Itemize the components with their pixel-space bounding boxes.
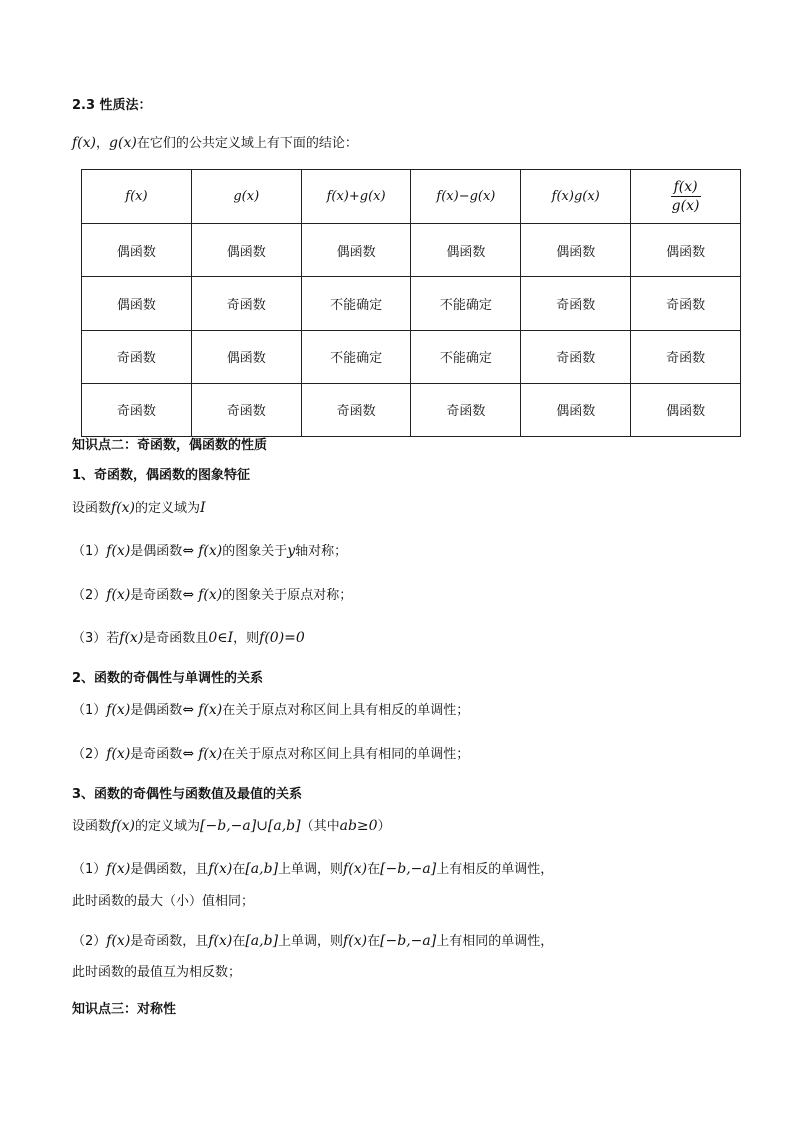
text: 在关于原点对称区间上具有相同的单调性； xyxy=(222,747,470,762)
math-result: f(0)=0 xyxy=(259,630,305,646)
text: 是奇函数，且 xyxy=(130,934,209,949)
text: 是奇函数且 xyxy=(143,631,209,646)
section-heading-2-3: 2.3 性质法： xyxy=(72,98,152,113)
text: 上有相反的单调性， xyxy=(436,862,554,877)
math-f: f(x) xyxy=(111,818,136,834)
item-number: （2） xyxy=(72,747,107,762)
fraction-numerator: f(x) xyxy=(671,179,701,197)
table-cell: 偶函数 xyxy=(411,224,521,277)
iff-arrow: ⇔ xyxy=(182,543,195,559)
fraction-denominator: g(x) xyxy=(671,198,700,215)
section-1-title: 1、奇函数，偶函数的图象特征 xyxy=(72,468,251,483)
header-cell: f(x)+g(x) xyxy=(301,170,411,224)
section-1-item-1 xyxy=(72,541,347,562)
section-3-item-1-continued: 此时函数的最大（小）值相同； xyxy=(72,894,255,909)
table-cell: 奇函数 xyxy=(301,383,411,436)
text: 上单调，则 xyxy=(278,862,344,877)
table-cell: 偶函数 xyxy=(82,224,192,277)
math-interval: [−b,−a] xyxy=(380,933,437,949)
math-f: f(x) xyxy=(343,861,368,877)
math-f: f(x) xyxy=(106,702,131,718)
text: 是奇函数 xyxy=(130,747,183,762)
table-cell: 奇函数 xyxy=(82,330,192,383)
table-cell: 偶函数 xyxy=(631,224,741,277)
text: 的定义域为 xyxy=(135,501,201,516)
header-cell-fraction xyxy=(631,170,741,224)
iff-arrow: ⇔ xyxy=(182,587,195,603)
text: 上单调，则 xyxy=(278,934,344,949)
knowledge-point-2-heading: 知识点二：奇函数，偶函数的性质 xyxy=(72,438,268,453)
item-number: （2） xyxy=(72,588,107,603)
section-1-intro xyxy=(72,498,206,519)
math-f: f(x) xyxy=(106,861,131,877)
text: ，则 xyxy=(233,631,260,646)
table-cell: 不能确定 xyxy=(411,330,521,383)
text: 设函数 xyxy=(72,501,112,516)
math-f: f(x) xyxy=(106,933,131,949)
text: 的图象关于原点对称； xyxy=(222,588,353,603)
math-f: f(x) xyxy=(208,933,233,949)
table-cell: 不能确定 xyxy=(301,330,411,383)
table-cell: 偶函数 xyxy=(191,330,301,383)
table-cell: 偶函数 xyxy=(82,277,192,330)
header-cell: f(x)g(x) xyxy=(521,170,631,224)
item-number: （3）若 xyxy=(72,631,120,646)
table-cell: 奇函数 xyxy=(631,330,741,383)
text: 上有相同的单调性， xyxy=(436,934,554,949)
header-cell: f(x) xyxy=(82,170,192,224)
intro-line xyxy=(72,133,358,154)
intro-text: 在它们的公共定义域上有下面的结论： xyxy=(136,136,358,151)
item-number: （1） xyxy=(72,703,107,718)
math-condition: 0∈I xyxy=(208,630,234,646)
text: 是偶函数 xyxy=(130,544,183,559)
section-3-item-2-continued: 此时函数的最值互为相反数； xyxy=(72,965,242,980)
math-f: f(x) xyxy=(198,702,223,718)
text: 的图象关于 xyxy=(222,544,288,559)
table-cell: 奇函数 xyxy=(411,383,521,436)
table-cell: 奇函数 xyxy=(191,383,301,436)
table-cell: 奇函数 xyxy=(191,277,301,330)
table-cell: 奇函数 xyxy=(82,383,192,436)
section-1-item-2 xyxy=(72,585,352,606)
table-row xyxy=(82,224,741,277)
math-f: f(x) xyxy=(343,933,368,949)
table-cell: 不能确定 xyxy=(301,277,411,330)
table-header-row xyxy=(82,170,741,224)
section-2-title: 2、函数的奇偶性与单调性的关系 xyxy=(72,671,264,686)
math-f: f(x) xyxy=(72,135,97,151)
table-cell: 不能确定 xyxy=(411,277,521,330)
math-f: f(x) xyxy=(198,746,223,762)
math-interval: [−b,−a] xyxy=(380,861,437,877)
text: 在关于原点对称区间上具有相反的单调性； xyxy=(222,703,470,718)
table-cell: 偶函数 xyxy=(521,224,631,277)
math-interval: [a,b] xyxy=(245,861,279,877)
text: ） xyxy=(377,819,391,834)
section-2-item-2 xyxy=(72,744,469,765)
table-row xyxy=(82,330,741,383)
section-1-item-3 xyxy=(72,628,305,649)
text: 的定义域为 xyxy=(135,819,201,834)
text: 是奇函数 xyxy=(130,588,183,603)
table-cell: 偶函数 xyxy=(301,224,411,277)
text: （其中 xyxy=(300,819,340,834)
math-interval: [a,b] xyxy=(245,933,279,949)
table-cell: 奇函数 xyxy=(521,277,631,330)
math-I: I xyxy=(200,500,206,516)
item-number: （1） xyxy=(72,544,107,559)
math-f: f(x) xyxy=(111,500,136,516)
iff-arrow: ⇔ xyxy=(182,746,195,762)
math-condition: ab≥0 xyxy=(339,818,378,834)
section-3-item-2 xyxy=(72,931,553,952)
section-3-item-1 xyxy=(72,859,553,880)
table-cell: 偶函数 xyxy=(521,383,631,436)
table-cell: 奇函数 xyxy=(521,330,631,383)
text: 轴对称； xyxy=(295,544,348,559)
text: 是偶函数 xyxy=(130,703,183,718)
fraction xyxy=(671,179,701,214)
table-cell: 偶函数 xyxy=(631,383,741,436)
text: 在 xyxy=(367,862,381,877)
table-cell: 奇函数 xyxy=(631,277,741,330)
section-3-title: 3、函数的奇偶性与函数值及最值的关系 xyxy=(72,787,303,802)
section-2-item-1 xyxy=(72,700,469,721)
parity-table xyxy=(81,169,741,437)
table-cell: 偶函数 xyxy=(191,224,301,277)
header-cell: g(x) xyxy=(191,170,301,224)
math-f: f(x) xyxy=(198,543,223,559)
item-number: （1） xyxy=(72,862,107,877)
math-f: f(x) xyxy=(119,630,144,646)
math-f: f(x) xyxy=(208,861,233,877)
iff-arrow: ⇔ xyxy=(182,702,195,718)
item-number: （2） xyxy=(72,934,107,949)
text: 在 xyxy=(367,934,381,949)
math-f: f(x) xyxy=(198,587,223,603)
text: 是偶函数，且 xyxy=(130,862,209,877)
math-f: f(x) xyxy=(106,587,131,603)
math-f: f(x) xyxy=(106,746,131,762)
math-g: g(x) xyxy=(109,135,137,151)
math-f: f(x) xyxy=(106,543,131,559)
table-row xyxy=(82,383,741,436)
text: 在 xyxy=(232,862,246,877)
math-domain: [−b,−a]∪[a,b] xyxy=(200,818,301,834)
table-row xyxy=(82,277,741,330)
knowledge-point-3-heading: 知识点三：对称性 xyxy=(72,1002,177,1017)
header-cell: f(x)−g(x) xyxy=(411,170,521,224)
section-3-intro xyxy=(72,816,391,837)
math-y: y xyxy=(287,543,296,559)
text: 在 xyxy=(232,934,246,949)
text: 设函数 xyxy=(72,819,112,834)
separator: ， xyxy=(96,136,110,151)
